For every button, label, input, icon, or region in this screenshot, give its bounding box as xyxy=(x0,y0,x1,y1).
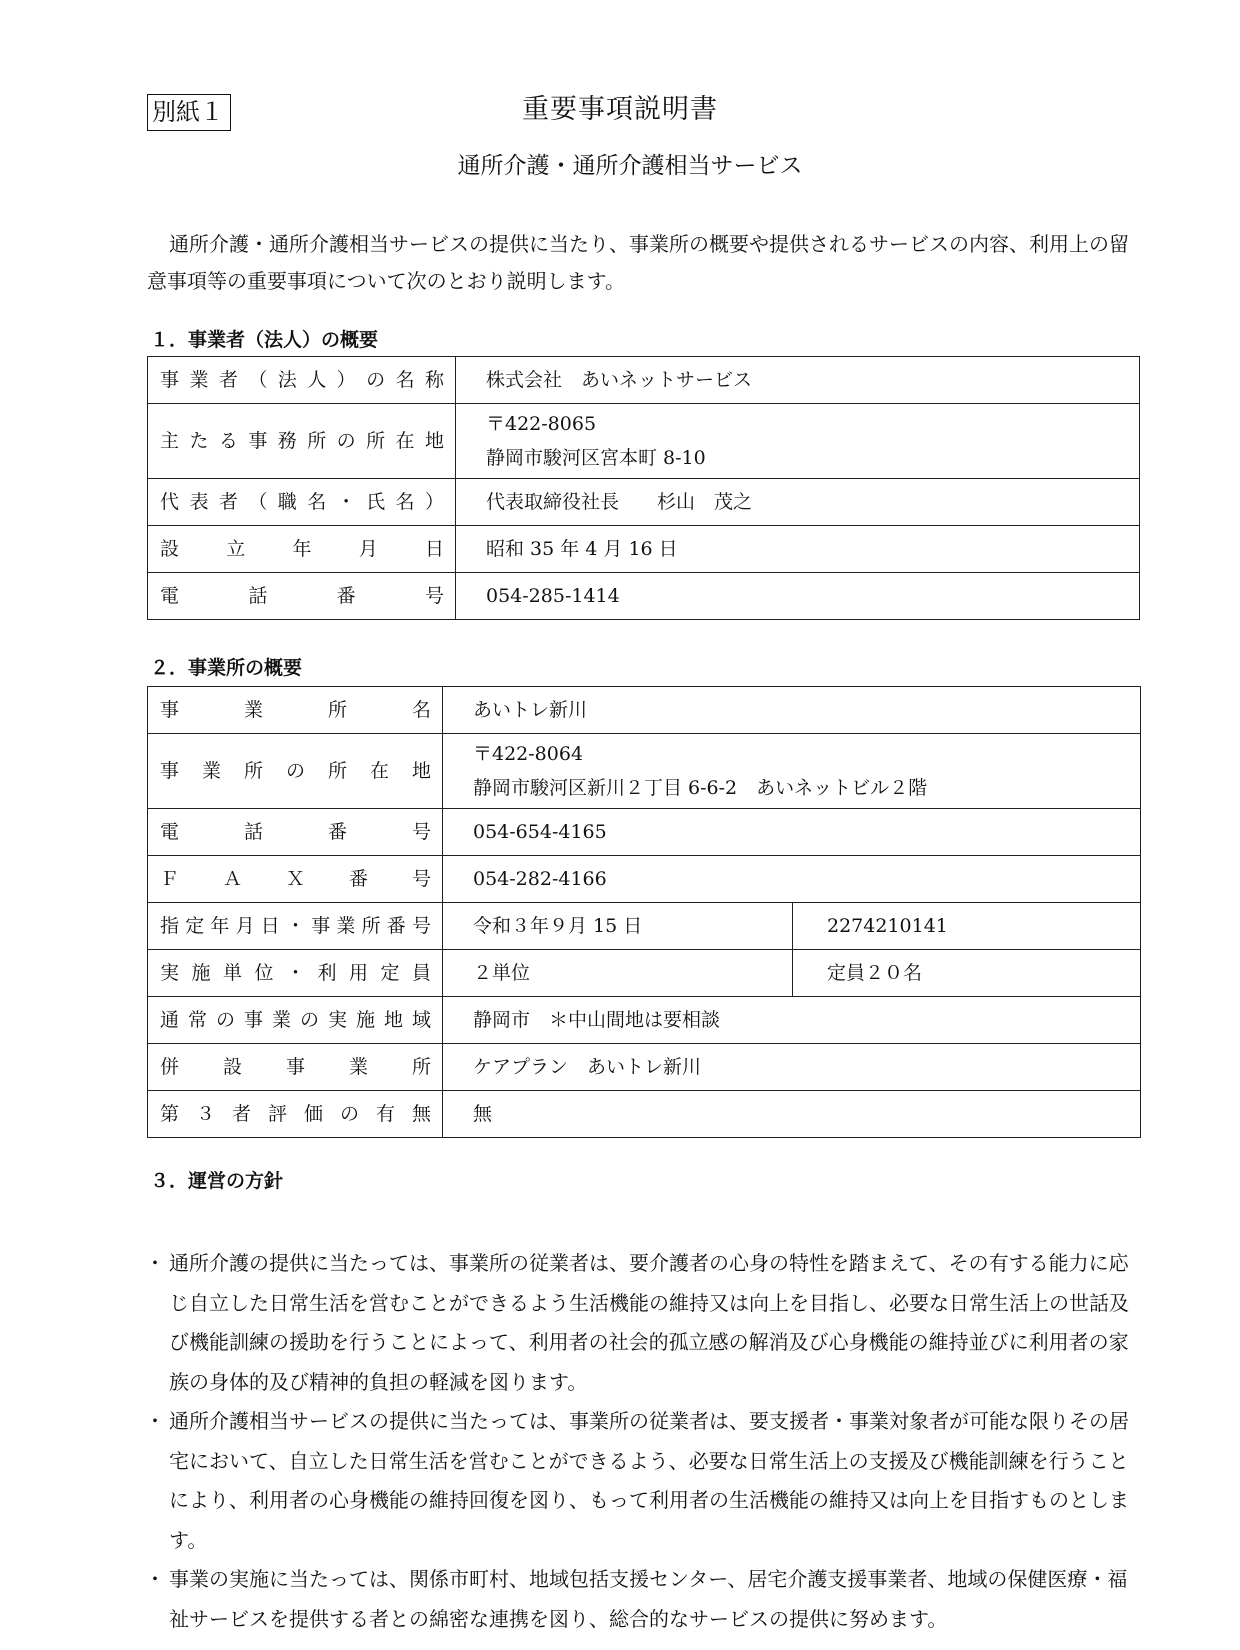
row-value: 令和３年９月 15 日 xyxy=(443,903,793,950)
row-label: ＦＡＸ番号 xyxy=(148,856,443,903)
table-row xyxy=(148,997,1141,1044)
row-label: 通常の事業の実施地域 xyxy=(148,997,443,1044)
bullet-mark: ・ xyxy=(145,1409,165,1433)
table-row xyxy=(148,479,1140,526)
list-item-text: 事業の実施に当たっては、関係市町村、地域包括支援センター、居宅介護支援事業者、地域の保健医療・福祉サービスを提供する者との綿密な連携を図り、総合的なサービスの提供に努めます。 xyxy=(169,1567,1128,1631)
row-value-secondary: 定員２０名 xyxy=(793,950,1141,997)
row-label: 第３者評価の有無 xyxy=(148,1091,443,1138)
table-row xyxy=(148,357,1140,404)
row-value: 無 xyxy=(443,1091,1141,1138)
row-value: ２単位 xyxy=(443,950,793,997)
row-label: 電話番号 xyxy=(148,573,456,620)
row-value: 054-654-4165 xyxy=(443,809,1141,856)
table-row xyxy=(148,687,1141,734)
operator-overview-table xyxy=(147,356,1140,620)
table-row xyxy=(148,404,1140,479)
office-overview-table xyxy=(147,686,1141,1138)
intro-paragraph: 通所介護・通所介護相当サービスの提供に当たり、事業所の概要や提供されるサービスの内容、利用上の留意事項等の重要事項について次のとおり説明します。 xyxy=(147,232,1129,293)
table-row xyxy=(148,903,1141,950)
table-row xyxy=(148,809,1141,856)
row-value: 静岡市 ＊中山間地は要相談 xyxy=(443,997,1141,1044)
table-row xyxy=(148,1091,1141,1138)
row-value-secondary: 2274210141 xyxy=(793,903,1141,950)
row-label: 事業所名 xyxy=(148,687,443,734)
row-label: 事業者（法人）の名称 xyxy=(148,357,456,404)
page-title: 重要事項説明書 xyxy=(522,94,718,125)
row-label: 事業所の所在地 xyxy=(148,734,443,809)
row-label: 併設事業所 xyxy=(148,1044,443,1091)
row-label: 設立年月日 xyxy=(148,526,456,573)
row-label: 代表者（職名・氏名） xyxy=(148,479,456,526)
table-row xyxy=(148,950,1141,997)
list-item xyxy=(145,1244,1145,1402)
policy-list xyxy=(145,1244,1145,1639)
row-value: 株式会社 あいネットサービス xyxy=(456,357,1140,404)
table-row xyxy=(148,573,1140,620)
table-row xyxy=(148,734,1141,809)
row-label: 主たる事務所の所在地 xyxy=(148,404,456,479)
row-value: 054-282-4166 xyxy=(443,856,1141,903)
row-value: ケアプラン あいトレ新川 xyxy=(443,1044,1141,1091)
list-item-text: 通所介護相当サービスの提供に当たっては、事業所の従業者は、要支援者・事業対象者が可能な限りその居宅において、自立した日常生活を営むことができるよう、必要な日常生活上の支援及び機能訓練を行うことにより、利用者の心身機能の維持回復を図り、もって利用者の生活機能の維持又は向上を目指すものとします。 xyxy=(169,1409,1129,1552)
bullet-mark: ・ xyxy=(145,1567,165,1591)
address: 静岡市駿河区宮本町 8-10 xyxy=(486,447,706,469)
row-value: あいトレ新川 xyxy=(443,687,1141,734)
list-item-text: 通所介護の提供に当たっては、事業所の従業者は、要介護者の心身の特性を踏まえて、その有する能力に応じ自立した日常生活を営むことができるよう生活機能の維持又は向上を目指し、必要な日常生活上の世話及び機能訓練の援助を行うことによって、利用者の社会的孤立感の解消及び心身機能の維持並びに利用者の家族の身体的及び精神的負担の軽減を図ります。 xyxy=(169,1251,1129,1394)
table-row xyxy=(148,1044,1141,1091)
list-item xyxy=(145,1560,1145,1639)
bullet-mark: ・ xyxy=(145,1251,165,1275)
postal-code: 〒422-8064 xyxy=(473,743,584,765)
row-value xyxy=(443,734,1141,809)
section3-heading: ３．運営の方針 xyxy=(150,1170,284,1192)
section1-heading: １．事業者（法人）の概要 xyxy=(150,329,379,351)
row-label: 指定年月日・事業所番号 xyxy=(148,903,443,950)
row-value: 代表取締役社長 杉山 茂之 xyxy=(456,479,1140,526)
row-label: 実施単位・利用定員 xyxy=(148,950,443,997)
table-row xyxy=(148,856,1141,903)
row-label: 電話番号 xyxy=(148,809,443,856)
page-subtitle: 通所介護・通所介護相当サービス xyxy=(457,153,803,179)
list-item xyxy=(145,1402,1145,1560)
postal-code: 〒422-8065 xyxy=(486,413,597,435)
table-row xyxy=(148,526,1140,573)
attachment-badge: 別紙１ xyxy=(147,94,231,131)
row-value: 054-285-1414 xyxy=(456,573,1140,620)
row-value: 昭和 35 年 4 月 16 日 xyxy=(456,526,1140,573)
row-value xyxy=(456,404,1140,479)
section2-heading: ２．事業所の概要 xyxy=(150,657,303,679)
address: 静岡市駿河区新川２丁目 6-6-2 あいネットビル２階 xyxy=(473,777,928,799)
